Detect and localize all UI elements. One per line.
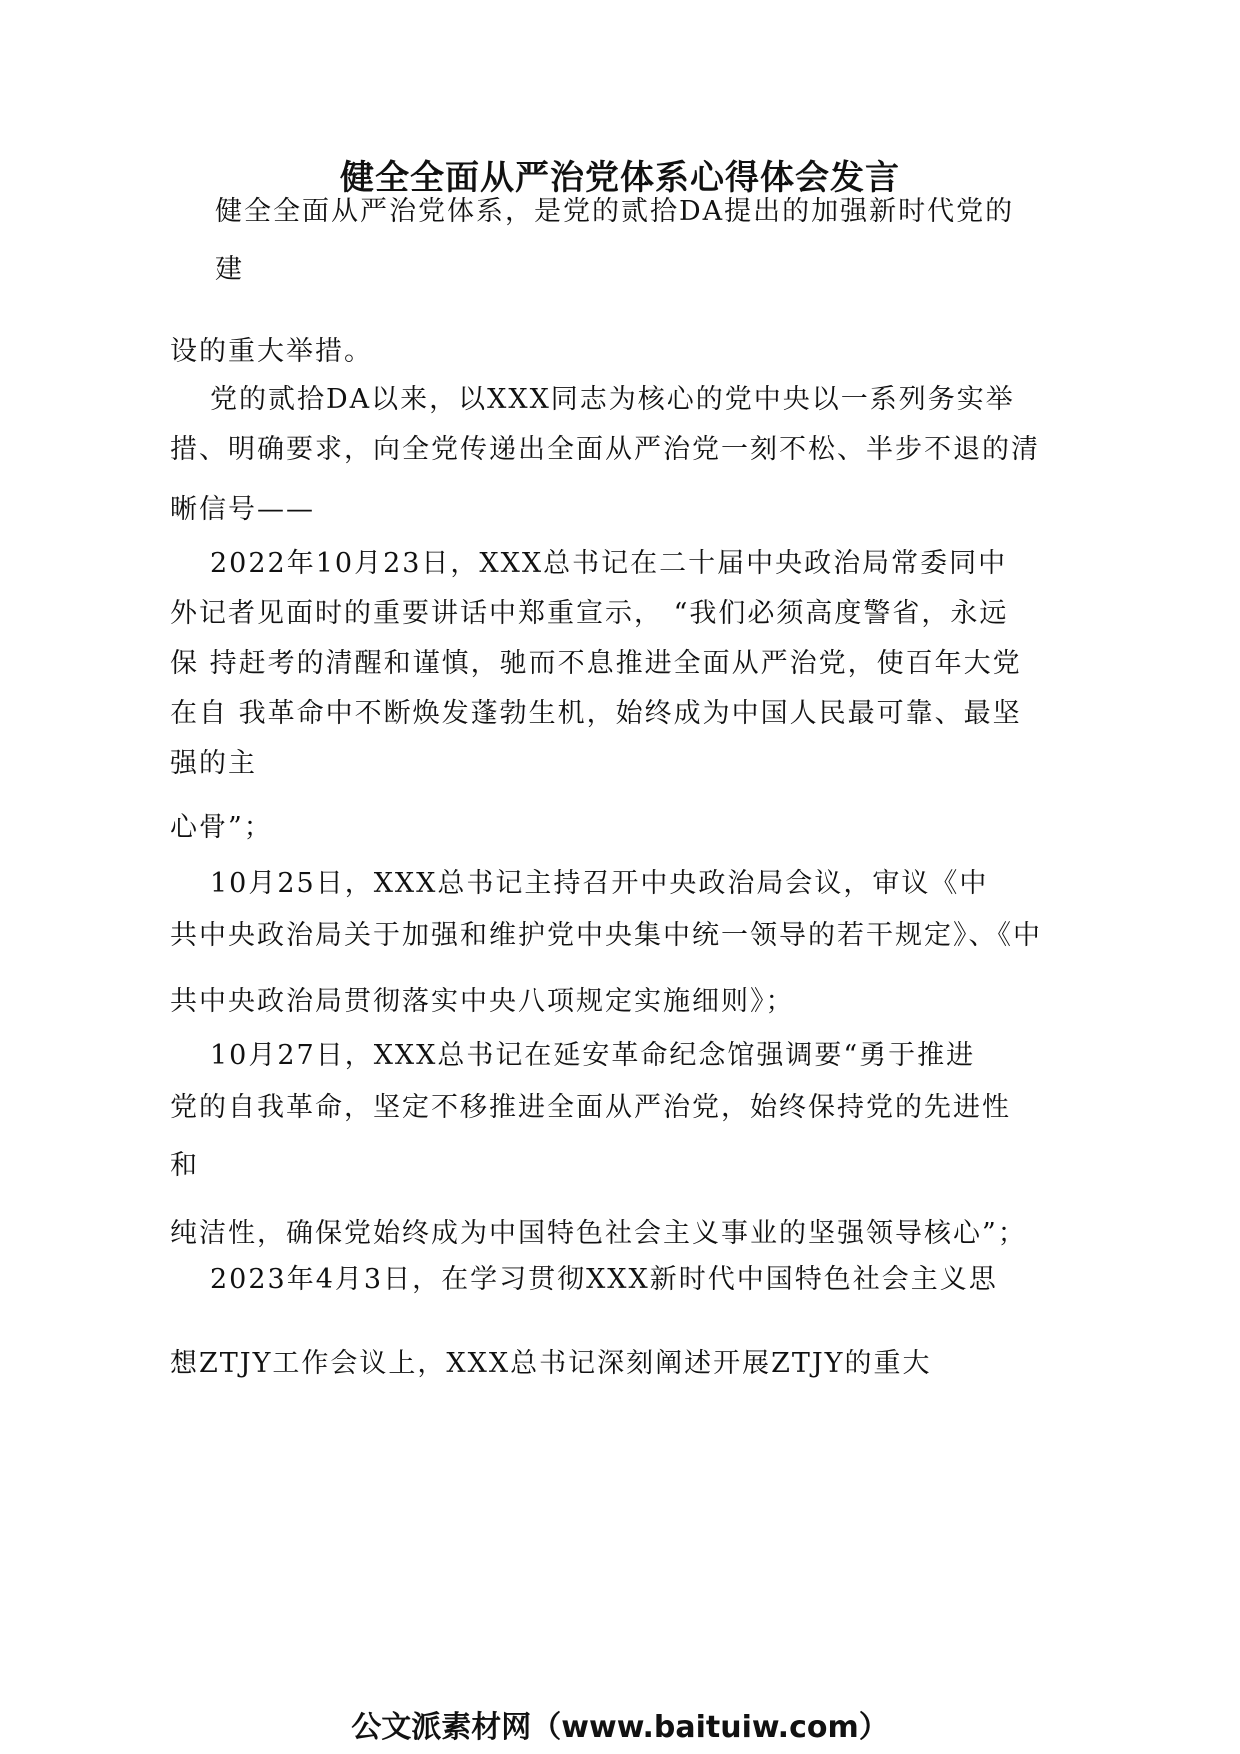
document-title: 健全全面从严治党体系心得体会发言 (340, 158, 900, 198)
body-line-19: 纯洁性，确保党始终成为中国特色社会主义事业的坚强领导核心”； (170, 1218, 1027, 1249)
body-line-20: 2023年4月3日，在学习贯彻XXX新时代中国特色社会主义思 (210, 1264, 998, 1295)
body-line-1: 健全全面从严治党体系，是党的贰拾DA提出的加强新时代党的 (215, 196, 1015, 227)
body-line-10: 在自 我革命中不断焕发蓬勃生机，始终成为中国人民最可靠、最坚 (170, 698, 1022, 729)
body-line-2: 建 (215, 254, 244, 285)
body-line-8: 外记者见面时的重要讲话中郑重宣示， “我们必须高度警省，永远 (170, 598, 1009, 629)
body-line-21: 想ZTJY工作会议上，XXX总书记深刻阐述开展ZTJY的重大 (170, 1348, 932, 1379)
body-line-17: 党的自我革命，坚定不移推进全面从严治党，始终保持党的先进性 (170, 1092, 1011, 1123)
body-line-14: 共中央政治局关于加强和维护党中央集中统一领导的若干规定》、《中 (170, 920, 1042, 951)
body-line-13: 10月25日，XXX总书记主持召开中央政治局会议，审议《中 (210, 868, 989, 899)
footer-watermark: 公文派素材网（www.baituiw.com） (351, 1710, 889, 1745)
body-line-15: 共中央政治局贯彻落实中央八项规定实施细则》； (170, 986, 795, 1017)
body-line-3: 设的重大举措。 (170, 336, 373, 367)
body-line-16: 10月27日，XXX总书记在延安革命纪念馆强调要“勇于推进 (210, 1040, 976, 1071)
body-line-12: 心骨”； (170, 812, 273, 843)
body-line-18: 和 (170, 1150, 199, 1181)
body-line-7: 2022年10月23日，XXX总书记在二十届中央政治局常委同中 (210, 548, 1008, 579)
body-line-5: 措、明确要求，向全党传递出全面从严治党一刻不松、半步不退的清 (170, 434, 1040, 465)
body-line-6: 晰信号—— (170, 494, 315, 525)
body-line-4: 党的贰拾DA以来，以XXX同志为核心的党中央以一系列务实举 (210, 384, 1015, 415)
body-line-9: 保 持赶考的清醒和谨慎，驰而不息推进全面从严治党，使百年大党 (170, 648, 1022, 679)
body-line-11: 强的主 (170, 748, 257, 779)
